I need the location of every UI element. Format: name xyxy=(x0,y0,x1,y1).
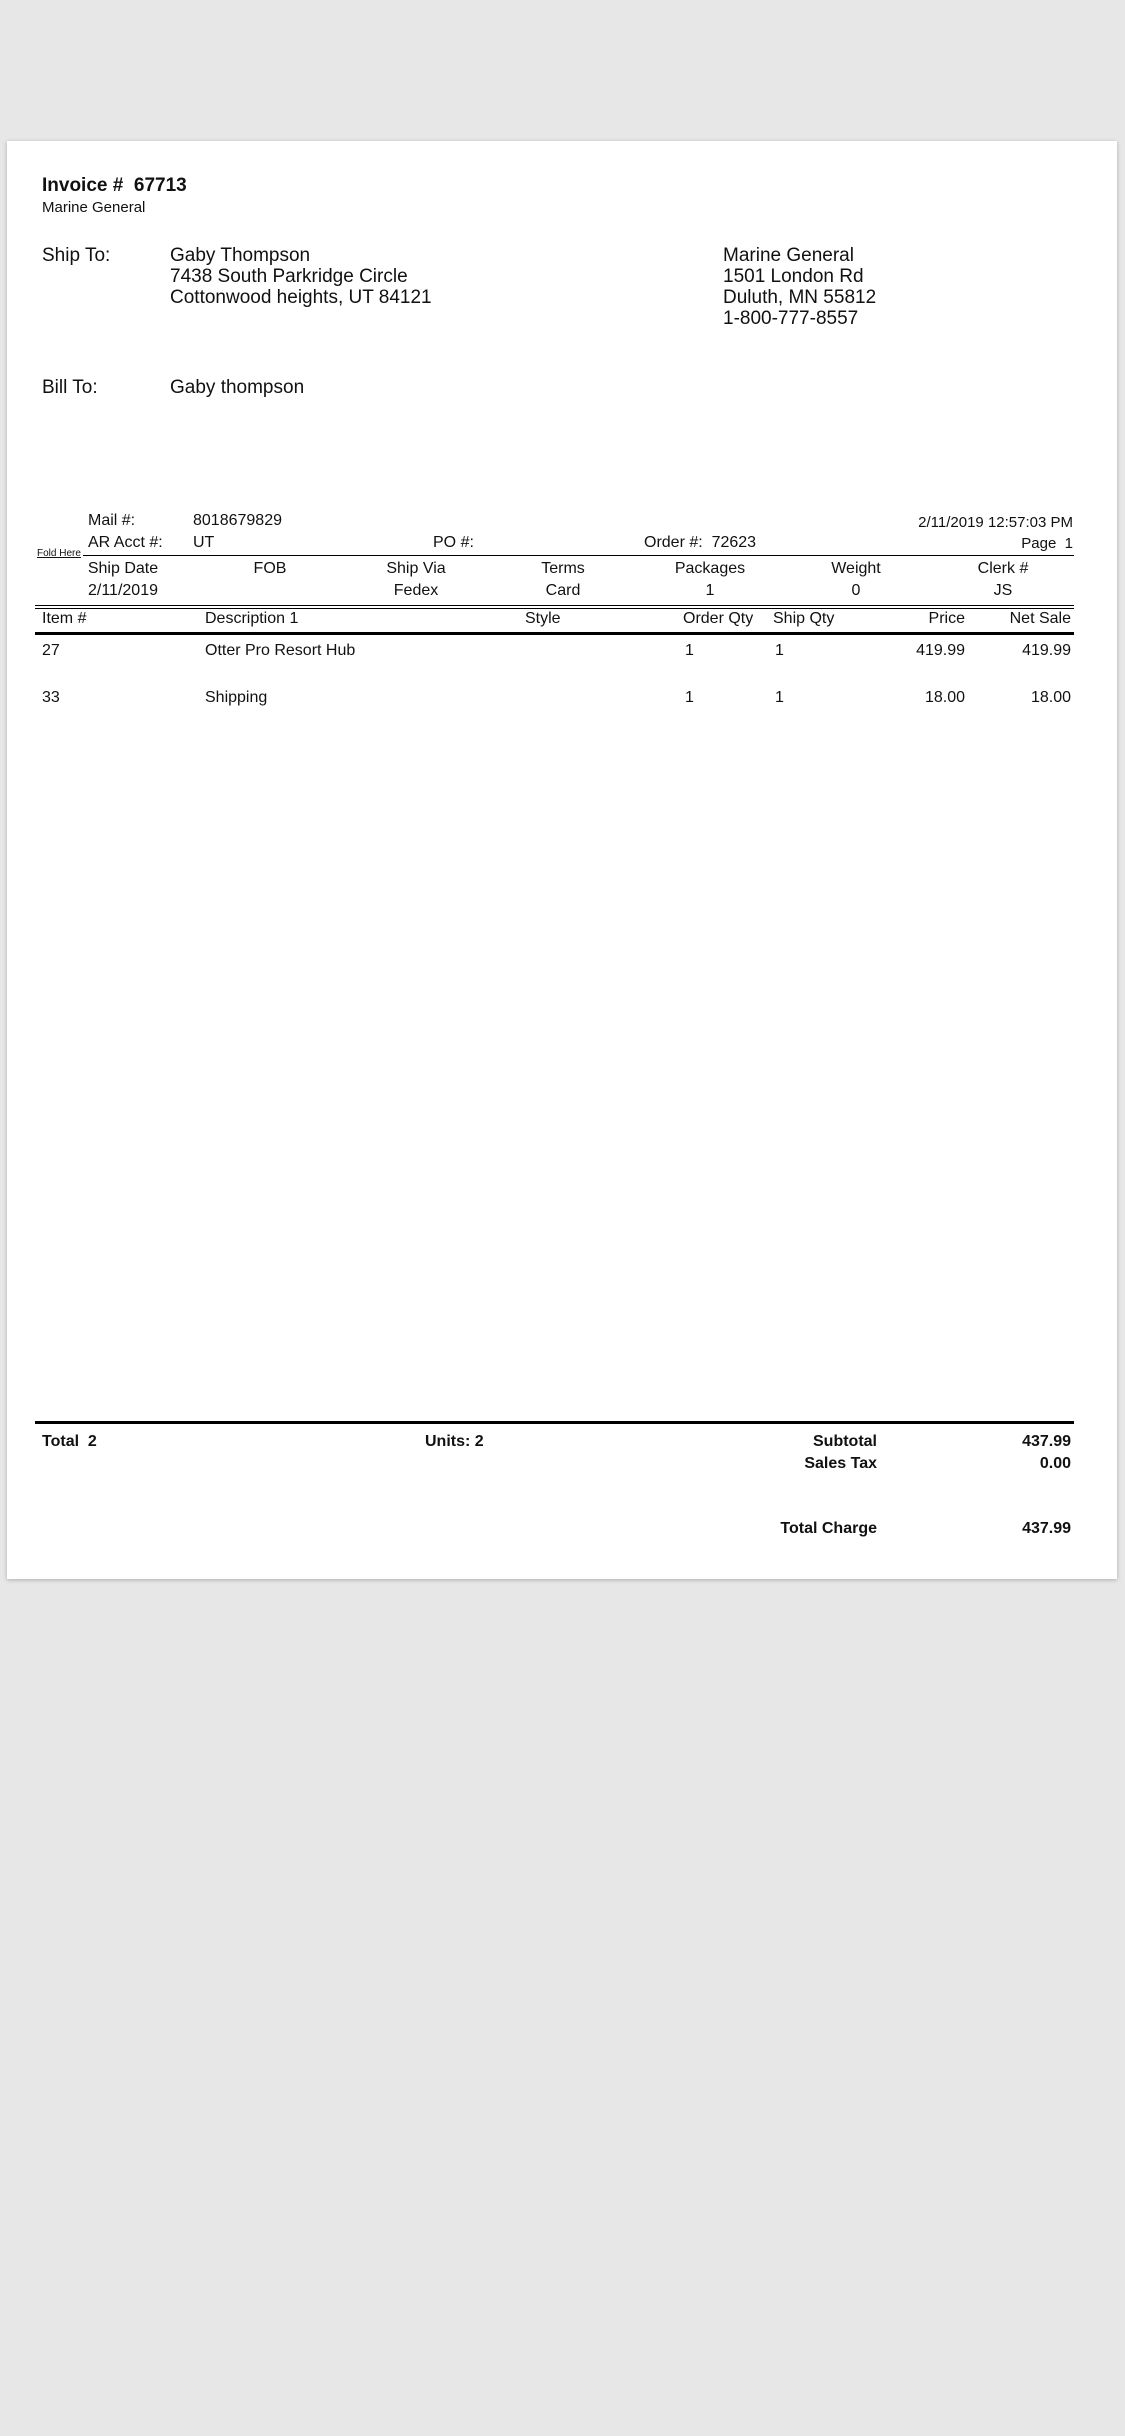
shipping-divider-bottom xyxy=(35,608,1074,609)
units-value: 2 xyxy=(474,1433,484,1450)
item-net-sale: 419.99 xyxy=(1022,642,1071,659)
packages-header: Packages xyxy=(674,560,746,577)
style-header: Style xyxy=(525,610,561,627)
items-header-divider xyxy=(35,632,1074,635)
packages-value: 1 xyxy=(705,582,715,599)
po-label: PO #: xyxy=(433,534,474,551)
invoice-label: Invoice # xyxy=(42,175,124,196)
page-label: Page xyxy=(1021,535,1057,552)
company-name: Marine General xyxy=(42,199,146,216)
ship-to-name: Gaby Thompson xyxy=(170,245,311,266)
fob-header: FOB xyxy=(253,560,287,577)
bill-to-name: Gaby thompson xyxy=(170,377,305,398)
mail-value: 8018679829 xyxy=(193,512,282,529)
ship-date-header: Ship Date xyxy=(87,560,159,577)
item-number: 33 xyxy=(42,689,60,706)
order-label: Order #: xyxy=(644,534,703,551)
total-label: Total xyxy=(42,1433,80,1450)
vendor-phone: 1-800-777-8557 xyxy=(723,308,859,329)
vendor-address xyxy=(723,245,876,329)
clerk-header: Clerk # xyxy=(977,560,1029,577)
vendor-street: 1501 London Rd xyxy=(723,266,864,287)
subtotal-label: Subtotal xyxy=(813,1433,877,1450)
ship-qty-header: Ship Qty xyxy=(773,610,835,627)
terms-header: Terms xyxy=(541,560,585,577)
ship-to-address xyxy=(170,245,432,308)
item-number: 27 xyxy=(42,642,60,659)
sales-tax-value: 0.00 xyxy=(1039,1455,1071,1472)
item-price: 18.00 xyxy=(924,689,965,706)
total-charge-label: Total Charge xyxy=(780,1520,877,1537)
page-indicator xyxy=(1021,535,1073,552)
ar-acct-value: UT xyxy=(193,534,215,551)
order-qty-header: Order Qty xyxy=(683,610,754,627)
weight-value: 0 xyxy=(851,582,861,599)
ship-via-value: Fedex xyxy=(393,582,439,599)
terms-value: Card xyxy=(545,582,581,599)
ship-via-header: Ship Via xyxy=(386,560,446,577)
price-header: Price xyxy=(928,610,965,627)
shipping-divider-top xyxy=(35,605,1074,606)
description-header: Description 1 xyxy=(205,610,299,627)
print-timestamp: 2/11/2019 12:57:03 PM xyxy=(918,514,1073,531)
mail-label: Mail #: xyxy=(88,512,136,529)
item-price: 419.99 xyxy=(916,642,965,659)
item-order-qty: 1 xyxy=(685,689,694,706)
invoice-title xyxy=(42,175,187,197)
bill-to-label: Bill To: xyxy=(42,377,98,398)
sales-tax-label: Sales Tax xyxy=(804,1455,877,1472)
net-sale-header: Net Sale xyxy=(1009,610,1071,627)
total-count xyxy=(42,1433,97,1451)
total-charge-value: 437.99 xyxy=(1022,1520,1071,1537)
page-number: 1 xyxy=(1064,535,1073,552)
units-label: Units: xyxy=(425,1433,471,1450)
fold-here-label: Fold Here xyxy=(37,548,81,559)
ship-to-street: 7438 South Parkridge Circle xyxy=(170,266,408,287)
order-number xyxy=(644,534,756,552)
ship-to-label: Ship To: xyxy=(42,245,111,266)
item-ship-qty: 1 xyxy=(775,689,784,706)
order-value: 72623 xyxy=(711,534,757,551)
weight-header: Weight xyxy=(831,560,881,577)
totals-divider xyxy=(35,1421,1074,1424)
item-order-qty: 1 xyxy=(685,642,694,659)
total-count-value: 2 xyxy=(87,1433,97,1450)
item-net-sale: 18.00 xyxy=(1030,689,1071,706)
item-description: Otter Pro Resort Hub xyxy=(205,642,356,659)
ar-acct-label: AR Acct #: xyxy=(88,534,163,551)
ship-to-city: Cottonwood heights, UT 84121 xyxy=(170,287,432,308)
item-header: Item # xyxy=(42,610,87,627)
units-summary xyxy=(425,1433,484,1451)
order-info-divider xyxy=(83,555,1074,556)
clerk-value: JS xyxy=(993,582,1013,599)
subtotal-value: 437.99 xyxy=(1022,1433,1071,1450)
vendor-name: Marine General xyxy=(723,245,854,266)
item-ship-qty: 1 xyxy=(775,642,784,659)
ship-date-value: 2/11/2019 xyxy=(88,582,158,599)
vendor-city: Duluth, MN 55812 xyxy=(723,287,877,308)
item-description: Shipping xyxy=(205,689,268,706)
invoice-number: 67713 xyxy=(133,175,187,196)
invoice-page xyxy=(7,141,1117,1579)
